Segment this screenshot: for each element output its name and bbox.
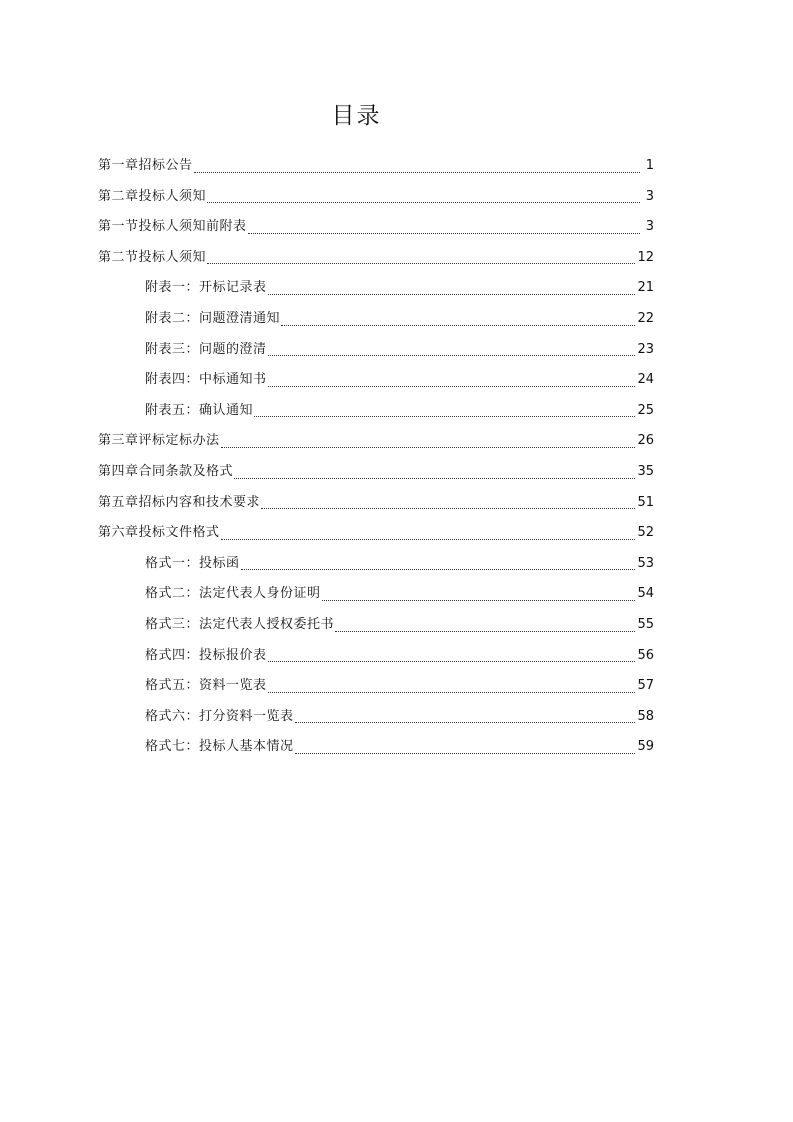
toc-entry[interactable] <box>98 732 654 763</box>
toc-entry-label: 附表一：开标记录表 <box>145 280 267 296</box>
toc-entry-label: 第一章招标公告 <box>98 158 193 173</box>
dot-leader <box>335 631 635 632</box>
toc-entry-page-number: 59 <box>637 739 654 755</box>
toc-entry-page-number: 26 <box>637 433 654 449</box>
toc-entry-page-number: 3 <box>645 219 654 235</box>
table-of-contents <box>98 151 654 763</box>
toc-entry-label: 格式七：投标人基本情况 <box>145 739 294 755</box>
toc-entry-label: 附表三：问题的澄清 <box>145 341 267 357</box>
toc-entry-page-number: 53 <box>637 555 654 571</box>
toc-entry[interactable] <box>98 426 654 457</box>
dot-leader <box>207 263 635 264</box>
toc-entry-page-number: 51 <box>637 494 654 510</box>
dot-leader <box>207 202 640 203</box>
toc-entry-page-number: 12 <box>637 249 654 265</box>
toc-entry[interactable] <box>98 243 654 274</box>
toc-entry-label: 附表五：确认通知 <box>145 402 254 418</box>
dot-leader <box>281 325 635 326</box>
toc-entry[interactable] <box>98 518 654 549</box>
toc-entry-page-number: 23 <box>637 341 654 357</box>
toc-entry-label: 第四章合同条款及格式 <box>98 463 234 479</box>
toc-entry-page-number: 56 <box>637 647 654 663</box>
toc-entry[interactable] <box>98 212 654 243</box>
toc-entry-page-number: 22 <box>637 310 654 326</box>
dot-leader <box>221 539 636 540</box>
dot-leader <box>234 478 635 479</box>
toc-entry-page-number: 54 <box>637 586 654 602</box>
dot-leader <box>295 722 636 723</box>
dot-leader <box>295 753 636 754</box>
toc-entry[interactable] <box>98 182 654 213</box>
toc-entry-label: 第五章招标内容和技术要求 <box>98 494 261 510</box>
toc-entry-label: 附表二：问题澄清通知 <box>145 310 281 326</box>
toc-entry[interactable] <box>98 702 654 733</box>
toc-entry[interactable] <box>98 304 654 335</box>
toc-entry-page-number: 25 <box>637 402 654 418</box>
toc-entry-label: 第二章投标人须知 <box>98 188 207 204</box>
toc-entry-label: 第六章投标文件格式 <box>98 525 220 541</box>
toc-title: 目录 <box>331 103 382 129</box>
dot-leader <box>322 600 636 601</box>
dot-leader <box>241 569 636 570</box>
toc-entry-page-number: 55 <box>637 616 654 632</box>
toc-entry-label: 第二节投标人须知 <box>98 249 207 265</box>
toc-entry-label: 第三章评标定标办法 <box>98 433 220 449</box>
toc-entry[interactable] <box>98 579 654 610</box>
toc-entry[interactable] <box>98 610 654 641</box>
dot-leader <box>268 294 636 295</box>
dot-leader <box>268 355 636 356</box>
dot-leader <box>261 508 635 509</box>
toc-entry-page-number: 3 <box>645 188 654 204</box>
dot-leader <box>248 233 640 234</box>
toc-entry-label: 格式六：打分资料一览表 <box>145 708 294 724</box>
toc-entry-page-number: 1 <box>645 158 654 173</box>
toc-entry-label: 第一节投标人须知前附表 <box>98 219 247 235</box>
dot-leader <box>268 386 636 387</box>
toc-entry[interactable] <box>98 396 654 427</box>
toc-entry-label: 格式一：投标函 <box>145 555 240 571</box>
dot-leader <box>194 172 640 173</box>
dot-leader <box>221 447 636 448</box>
toc-entry-page-number: 52 <box>637 525 654 541</box>
toc-entry-page-number: 35 <box>637 463 654 479</box>
toc-entry-page-number: 57 <box>637 678 654 694</box>
toc-entry[interactable] <box>98 457 654 488</box>
toc-entry[interactable] <box>98 335 654 366</box>
toc-entry[interactable] <box>98 365 654 396</box>
dot-leader <box>268 692 636 693</box>
toc-entry[interactable] <box>98 488 654 519</box>
toc-entry-page-number: 58 <box>637 708 654 724</box>
toc-entry[interactable] <box>98 151 654 182</box>
dot-leader <box>268 661 636 662</box>
toc-entry[interactable] <box>98 273 654 304</box>
toc-entry[interactable] <box>98 641 654 672</box>
toc-entry-label: 格式五：资料一览表 <box>145 678 267 694</box>
toc-entry-page-number: 24 <box>637 372 654 388</box>
toc-entry[interactable] <box>98 549 654 580</box>
toc-entry-label: 格式三：法定代表人授权委托书 <box>145 616 335 632</box>
toc-entry-label: 格式二：法定代表人身份证明 <box>145 586 321 602</box>
dot-leader <box>254 416 635 417</box>
toc-entry[interactable] <box>98 671 654 702</box>
toc-entry-label: 格式四：投标报价表 <box>145 647 267 663</box>
toc-entry-page-number: 21 <box>637 280 654 296</box>
toc-entry-label: 附表四：中标通知书 <box>145 372 267 388</box>
